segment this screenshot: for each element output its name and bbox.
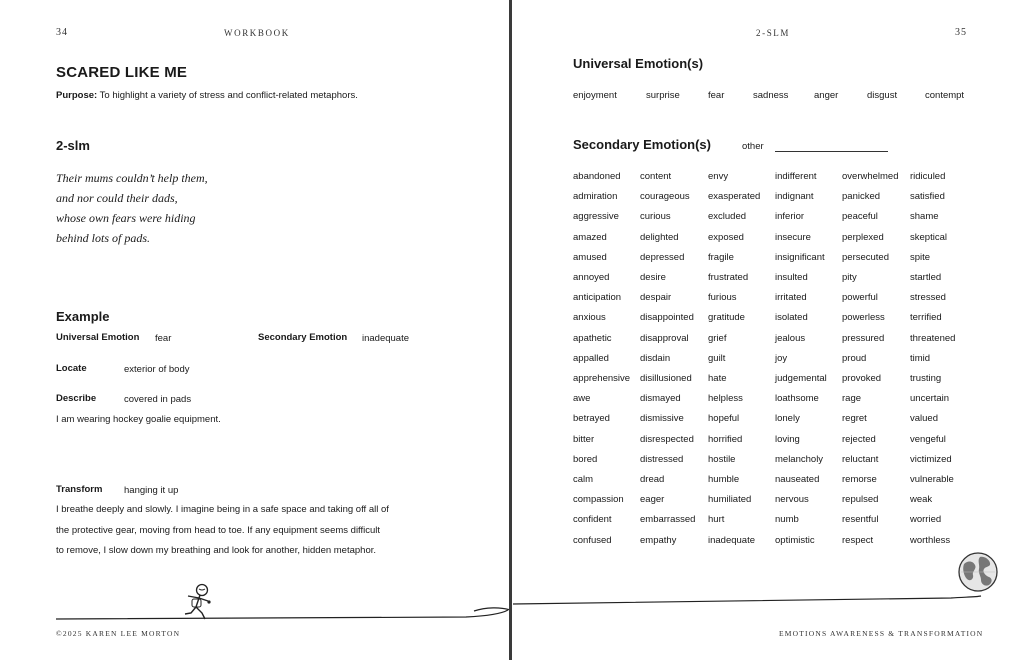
secondary-emotion-item: inferior: [775, 211, 805, 223]
secondary-emotion-item: exposed: [708, 231, 744, 243]
universal-emotion-item: anger: [814, 90, 839, 101]
secondary-emotion-item: nervous: [775, 494, 809, 506]
other-blank-line: [775, 151, 888, 152]
secondary-emotion-item: awe: [573, 393, 591, 405]
secondary-emotion-item: indignant: [775, 191, 814, 203]
section-heading: 2-slm: [56, 138, 90, 153]
secondary-emotion-item: jealous: [775, 332, 806, 344]
transform-line: to remove, I slow down my breathing and look for another, hidden metaphor.: [56, 545, 377, 556]
secondary-emotion-item: loathsome: [775, 393, 819, 405]
horizon-line-decoration: [513, 592, 1011, 610]
secondary-emotion-item: persecuted: [842, 251, 890, 263]
secondary-emotion-item: terrified: [910, 312, 942, 324]
secondary-emotion-item: envy: [708, 171, 729, 182]
secondary-emotion-item: proud: [842, 352, 867, 364]
secondary-emotion-item: uncertain: [910, 393, 950, 405]
secondary-emotion-item: worthless: [910, 534, 951, 546]
poem-line: behind lots of pads.: [56, 231, 151, 245]
secondary-emotion-item: humble: [708, 474, 740, 485]
secondary-emotion-item: anticipation: [573, 292, 622, 304]
secondary-emotion-item: pity: [842, 272, 857, 283]
secondary-emotion-item: confused: [573, 534, 612, 546]
secondary-emotion-item: hostile: [708, 453, 736, 465]
secondary-emotion-item: powerful: [842, 292, 878, 304]
purpose-label: Purpose:: [56, 90, 98, 101]
secondary-emotion-item: bitter: [573, 433, 595, 445]
secondary-emotion-item: disappointed: [640, 312, 694, 324]
right-footer: EMOTIONS AWARENESS & TRANSFORMATION: [779, 629, 984, 638]
other-label: other: [742, 141, 764, 152]
secondary-emotion-item: amazed: [573, 231, 607, 243]
secondary-emotion-item: pressured: [842, 332, 885, 344]
secondary-emotion-item: trusting: [910, 373, 942, 384]
secondary-emotion-item: timid: [910, 352, 931, 364]
secondary-emotion-label: Secondary Emotion: [258, 332, 348, 343]
secondary-emotion-item: lonely: [775, 413, 800, 425]
secondary-emotion-item: peaceful: [842, 211, 878, 223]
right-page-number: 35: [955, 27, 967, 38]
secondary-emotion-item: panicked: [842, 191, 881, 203]
secondary-emotion-item: annoyed: [573, 272, 610, 283]
secondary-emotion-item: appalled: [573, 352, 609, 364]
universal-emotion-label: Universal Emotion: [56, 332, 140, 343]
secondary-emotion-item: indifferent: [775, 171, 817, 182]
locate-value: exterior of body: [124, 364, 190, 375]
secondary-emotion-item: hate: [708, 373, 727, 384]
secondary-emotion-item: desire: [640, 272, 666, 283]
secondary-emotion-item: grief: [708, 332, 727, 344]
secondary-emotion-item: nauseated: [775, 474, 820, 485]
universal-emotion-item: surprise: [646, 90, 680, 101]
secondary-emotion-item: anxious: [573, 312, 606, 324]
universal-emotion-item: disgust: [867, 90, 898, 101]
purpose-line: [56, 90, 358, 101]
poem: [56, 168, 208, 248]
secondary-emotion-item: betrayed: [573, 413, 610, 425]
secondary-emotion-item: apprehensive: [573, 373, 631, 384]
secondary-emotion-item: hopeful: [708, 413, 740, 425]
secondary-emotion-item: dismissive: [640, 413, 684, 425]
secondary-emotion-item: skeptical: [910, 231, 947, 243]
secondary-emotion-item: loving: [775, 433, 800, 445]
secondary-emotion-item: disrespected: [640, 433, 694, 445]
secondary-emotion-item: admiration: [573, 191, 618, 203]
secondary-emotion-item: remorse: [842, 474, 877, 485]
globe-icon: [956, 551, 1000, 593]
secondary-emotion-item: eager: [640, 494, 665, 506]
secondary-emotion-item: insignificant: [775, 251, 825, 263]
poem-line: and nor could their dads,: [56, 191, 178, 205]
universal-emotion-item: sadness: [753, 90, 789, 101]
secondary-emotion-item: isolated: [775, 312, 808, 324]
secondary-emotions-heading: Secondary Emotion(s): [573, 137, 711, 152]
universal-emotions-heading: Universal Emotion(s): [573, 56, 704, 71]
poem-line: Their mums couldn’t help them,: [56, 171, 208, 185]
secondary-emotion-item: amused: [573, 251, 607, 263]
universal-emotion-value: fear: [155, 333, 172, 344]
secondary-emotion-item: startled: [910, 272, 942, 283]
secondary-emotion-item: stressed: [910, 292, 946, 304]
transform-line: the protective gear, moving from head to toe. If any equipment seems difficult: [56, 524, 381, 536]
secondary-emotion-item: distressed: [640, 453, 684, 465]
secondary-emotion-item: guilt: [708, 352, 726, 364]
secondary-emotion-item: valued: [910, 413, 938, 425]
secondary-emotion-item: vulnerable: [910, 474, 954, 485]
secondary-emotion-item: bored: [573, 453, 598, 465]
secondary-emotion-item: inadequate: [708, 534, 756, 546]
secondary-emotion-item: shame: [910, 211, 939, 223]
secondary-emotion-item: ridiculed: [910, 171, 946, 182]
secondary-emotion-item: numb: [775, 514, 799, 526]
secondary-emotion-value: inadequate: [362, 333, 410, 344]
right-running-head: 2-SLM: [756, 28, 791, 38]
secondary-emotion-item: resentful: [842, 514, 879, 526]
describe-text: I am wearing hockey goalie equipment.: [56, 414, 221, 425]
secondary-emotion-item: humiliated: [708, 494, 752, 506]
secondary-emotion-item: horrified: [708, 433, 743, 445]
left-footer: ©2025 KAREN LEE MORTON: [56, 629, 181, 638]
secondary-emotion-item: spite: [910, 251, 931, 263]
secondary-emotion-item: weak: [910, 494, 933, 506]
secondary-emotion-item: despair: [640, 292, 672, 304]
purpose-text: To highlight a variety of stress and conflict-related metaphors.: [99, 90, 358, 101]
describe-label: Describe: [56, 393, 97, 404]
secondary-emotion-item: frustrated: [708, 272, 749, 283]
secondary-emotion-item: hurt: [708, 514, 725, 526]
secondary-emotion-item: rage: [842, 393, 862, 405]
secondary-emotion-item: fragile: [708, 251, 734, 263]
secondary-emotion-item: optimistic: [775, 534, 815, 546]
transform-paragraph: [56, 500, 456, 562]
secondary-emotion-item: vengeful: [910, 433, 946, 445]
secondary-emotion-item: compassion: [573, 494, 624, 506]
book-spine: [509, 0, 512, 660]
secondary-emotion-item: insulted: [775, 272, 808, 283]
left-running-head: WORKBOOK: [224, 28, 290, 38]
example-heading: Example: [56, 309, 110, 324]
secondary-emotion-item: empathy: [640, 534, 677, 546]
secondary-emotion-item: insecure: [775, 231, 811, 243]
secondary-emotion-item: courageous: [640, 191, 690, 203]
secondary-emotion-item: embarrassed: [640, 514, 696, 526]
left-page-number: 34: [56, 27, 68, 38]
secondary-emotion-item: dread: [640, 474, 665, 485]
secondary-emotion-item: delighted: [640, 231, 679, 243]
secondary-emotion-item: overwhelmed: [842, 171, 899, 182]
secondary-emotion-item: melancholy: [775, 453, 824, 465]
secondary-emotion-item: dismayed: [640, 393, 681, 405]
locate-label: Locate: [56, 363, 87, 374]
secondary-emotion-item: content: [640, 171, 672, 182]
floor-line-decoration: [56, 598, 510, 622]
describe-value: covered in pads: [124, 394, 192, 405]
secondary-emotion-item: joy: [775, 352, 788, 364]
secondary-emotion-item: abandoned: [573, 171, 621, 182]
secondary-emotion-item: gratitude: [708, 312, 745, 324]
secondary-emotion-item: reluctant: [842, 453, 879, 465]
secondary-emotion-item: regret: [842, 413, 867, 425]
universal-emotion-item: contempt: [925, 90, 965, 101]
left-page: [0, 0, 510, 660]
secondary-emotion-item: irritated: [775, 292, 807, 304]
secondary-emotion-item: perplexed: [842, 231, 884, 243]
secondary-emotion-item: apathetic: [573, 332, 612, 344]
transform-value: hanging it up: [124, 485, 179, 496]
secondary-emotion-item: powerless: [842, 312, 885, 324]
universal-emotion-item: fear: [708, 90, 725, 101]
secondary-emotion-item: excluded: [708, 211, 747, 223]
secondary-emotion-item: respect: [842, 534, 874, 546]
secondary-emotion-item: curious: [640, 211, 671, 223]
secondary-emotion-item: repulsed: [842, 494, 879, 506]
secondary-emotion-item: judgemental: [775, 373, 827, 384]
poem-line: whose own fears were hiding: [56, 211, 196, 225]
secondary-emotion-item: provoked: [842, 373, 882, 384]
secondary-emotion-item: depressed: [640, 251, 685, 263]
secondary-emotion-item: disdain: [640, 352, 671, 364]
secondary-emotion-item: aggressive: [573, 211, 619, 223]
secondary-emotion-item: confident: [573, 514, 612, 526]
secondary-emotion-item: victimized: [910, 453, 952, 465]
secondary-emotion-item: rejected: [842, 433, 876, 445]
secondary-emotion-item: threatened: [910, 332, 956, 344]
transform-line: I breathe deeply and slowly. I imagine being in a safe space and taking off all of: [56, 504, 389, 515]
secondary-emotion-item: calm: [573, 474, 594, 485]
page-title: SCARED LIKE ME: [56, 64, 188, 81]
secondary-emotion-item: worried: [910, 514, 942, 526]
transform-label: Transform: [56, 484, 103, 495]
secondary-emotion-item: furious: [708, 292, 737, 304]
secondary-emotion-item: satisfied: [910, 191, 945, 203]
secondary-emotion-item: disapproval: [640, 332, 689, 344]
secondary-emotion-item: exasperated: [708, 191, 761, 203]
secondary-emotion-item: disillusioned: [640, 373, 692, 384]
universal-emotion-item: enjoyment: [573, 90, 617, 101]
secondary-emotion-item: helpless: [708, 393, 743, 405]
